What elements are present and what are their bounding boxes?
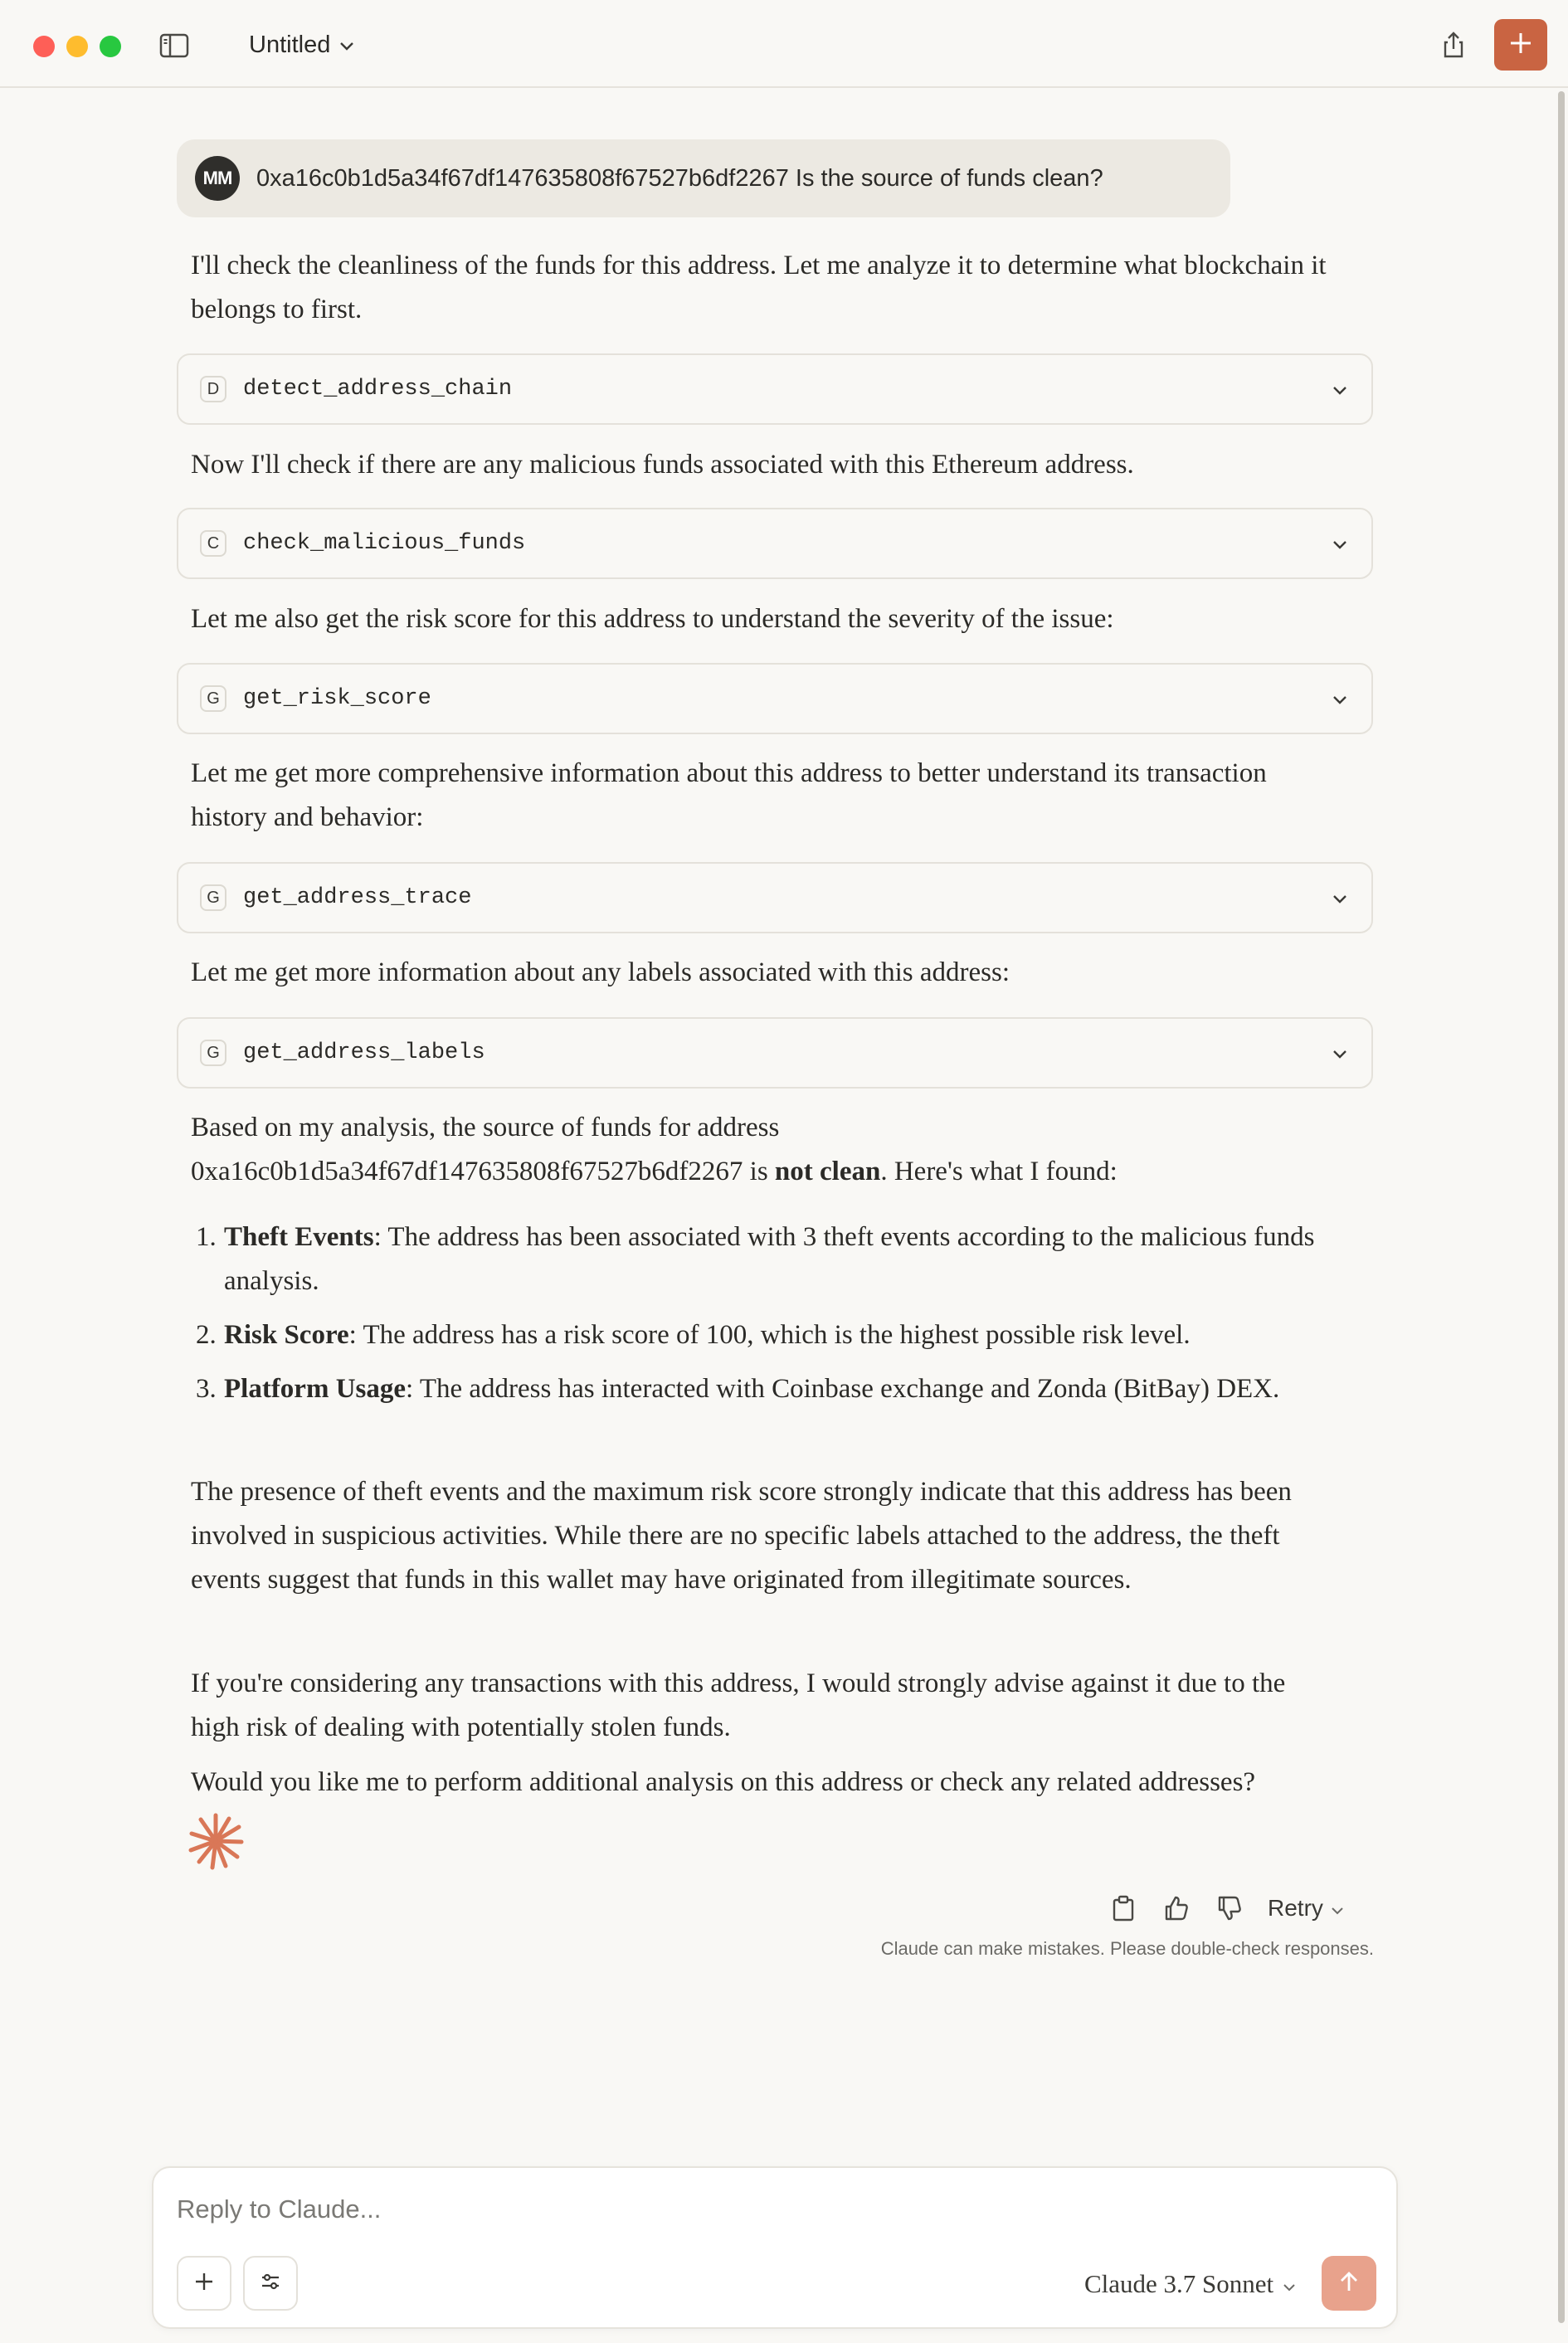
assistant-paragraph: Now I'll check if there are any malicious funds associated with this Ethereum address. — [191, 450, 1134, 480]
tool-call-get-risk-score[interactable] — [177, 663, 1373, 734]
title-bar — [0, 0, 1568, 88]
reply-input[interactable] — [177, 2191, 1338, 2228]
user-message-text: 0xa16c0b1d5a34f67df147635808f67527b6df2267 Is the source of funds clean? — [256, 164, 1103, 192]
tool-name: check_malicious_funds — [243, 531, 526, 556]
chevron-down-icon — [1330, 534, 1350, 554]
tools-button[interactable] — [243, 2256, 298, 2311]
chevron-down-icon — [1330, 889, 1350, 908]
model-name: Claude 3.7 Sonnet — [1084, 2269, 1274, 2298]
assistant-paragraph: Let me get more comprehensive information about this address to better understand its transaction history and behavior: — [191, 758, 1267, 832]
minimize-window-button[interactable] — [66, 36, 88, 57]
retry-label: Retry — [1268, 1895, 1323, 1921]
tool-call-get-address-trace[interactable] — [177, 862, 1373, 933]
tool-name: detect_address_chain — [243, 377, 513, 402]
chevron-down-icon — [1330, 380, 1350, 400]
tool-badge: G — [200, 1040, 226, 1066]
model-selector[interactable] — [1084, 2267, 1297, 2301]
finding-text: : The address has been associated with 3 theft events according to the malicious funds analysis. — [224, 1222, 1315, 1296]
tool-badge: C — [200, 530, 226, 557]
summary-verdict: not clean — [774, 1157, 881, 1186]
tool-call-detect-address-chain[interactable] — [177, 353, 1373, 425]
tool-badge: G — [200, 685, 226, 712]
assistant-paragraph: I'll check the cleanliness of the funds for this address. Let me analyze it to determine what blockchain it belongs to first. — [191, 251, 1327, 324]
thumbs-up-icon[interactable] — [1161, 1893, 1191, 1923]
chevron-down-icon — [1330, 1044, 1350, 1064]
user-message — [177, 139, 1230, 217]
conversation-title-dropdown[interactable] — [249, 28, 355, 61]
plus-icon — [193, 2271, 215, 2297]
tool-name: get_address_trace — [243, 885, 472, 910]
composer — [152, 2166, 1398, 2329]
attach-button[interactable] — [177, 2256, 231, 2311]
tool-call-get-address-labels[interactable] — [177, 1017, 1373, 1089]
send-button[interactable] — [1322, 2256, 1376, 2311]
claude-logo-icon — [187, 1812, 244, 1870]
chevron-down-icon — [1282, 2269, 1297, 2299]
assistant-paragraph: Let me get more information about any labels associated with this address: — [191, 957, 1010, 987]
tool-badge: G — [200, 884, 226, 911]
tool-name: get_risk_score — [243, 686, 431, 711]
chevron-down-icon — [1330, 689, 1350, 709]
scrollbar-thumb[interactable] — [1558, 91, 1565, 2323]
assistant-paragraph: If you're considering any transactions with this address, I would strongly advise against it due to the high risk of dealing with potentially stolen funds. — [191, 1668, 1286, 1742]
finding-title: Risk Score — [224, 1320, 349, 1350]
summary-line: Based on my analysis, the source of funds for address — [191, 1113, 780, 1142]
summary-address: 0xa16c0b1d5a34f67df147635808f67527b6df2267 is — [191, 1157, 775, 1186]
sliders-icon — [260, 2271, 281, 2297]
tool-call-check-malicious-funds[interactable] — [177, 508, 1373, 579]
thumbs-down-icon[interactable] — [1215, 1893, 1244, 1923]
finding-text: : The address has interacted with Coinbase exchange and Zonda (BitBay) DEX. — [406, 1374, 1280, 1404]
disclaimer: Claude can make mistakes. Please double-check responses. — [880, 1938, 1374, 1959]
summary-paragraph — [191, 1106, 1336, 1194]
copy-icon[interactable] — [1108, 1893, 1138, 1923]
chevron-down-icon — [1330, 1895, 1345, 1922]
sidebar-toggle-icon[interactable] — [159, 33, 189, 58]
list-number: 2. — [196, 1320, 217, 1350]
chevron-down-icon — [338, 32, 355, 59]
assistant-paragraph: Would you like me to perform additional analysis on this address or check any related addresses? — [191, 1767, 1256, 1797]
list-number: 3. — [196, 1374, 217, 1404]
tool-name: get_address_labels — [243, 1040, 485, 1065]
finding-title: Theft Events — [224, 1222, 374, 1252]
new-chat-button[interactable] — [1494, 19, 1547, 71]
assistant-paragraph: The presence of theft events and the maximum risk score strongly indicate that this address has been involved in suspicious activities. While there are no specific labels attached to the address, the theft events suggest that funds in this wallet may have originated from illegitimate sources. — [191, 1477, 1292, 1595]
summary-tail: . Here's what I found: — [880, 1157, 1118, 1186]
maximize-window-button[interactable] — [100, 36, 121, 57]
finding-text: : The address has a risk score of 100, which is the highest possible risk level. — [348, 1320, 1191, 1350]
finding-title: Platform Usage — [224, 1374, 407, 1404]
tool-badge: D — [200, 376, 226, 402]
assistant-paragraph: Let me also get the risk score for this address to understand the severity of the issue: — [191, 604, 1114, 634]
list-number: 1. — [196, 1222, 217, 1252]
retry-button[interactable] — [1268, 1895, 1345, 1922]
conversation-title: Untitled — [249, 31, 331, 58]
message-actions — [1108, 1890, 1345, 1927]
plus-icon — [1508, 31, 1533, 60]
avatar: MM — [195, 156, 240, 201]
close-window-button[interactable] — [33, 36, 55, 57]
share-icon[interactable] — [1439, 30, 1468, 60]
arrow-up-icon — [1338, 2270, 1360, 2297]
